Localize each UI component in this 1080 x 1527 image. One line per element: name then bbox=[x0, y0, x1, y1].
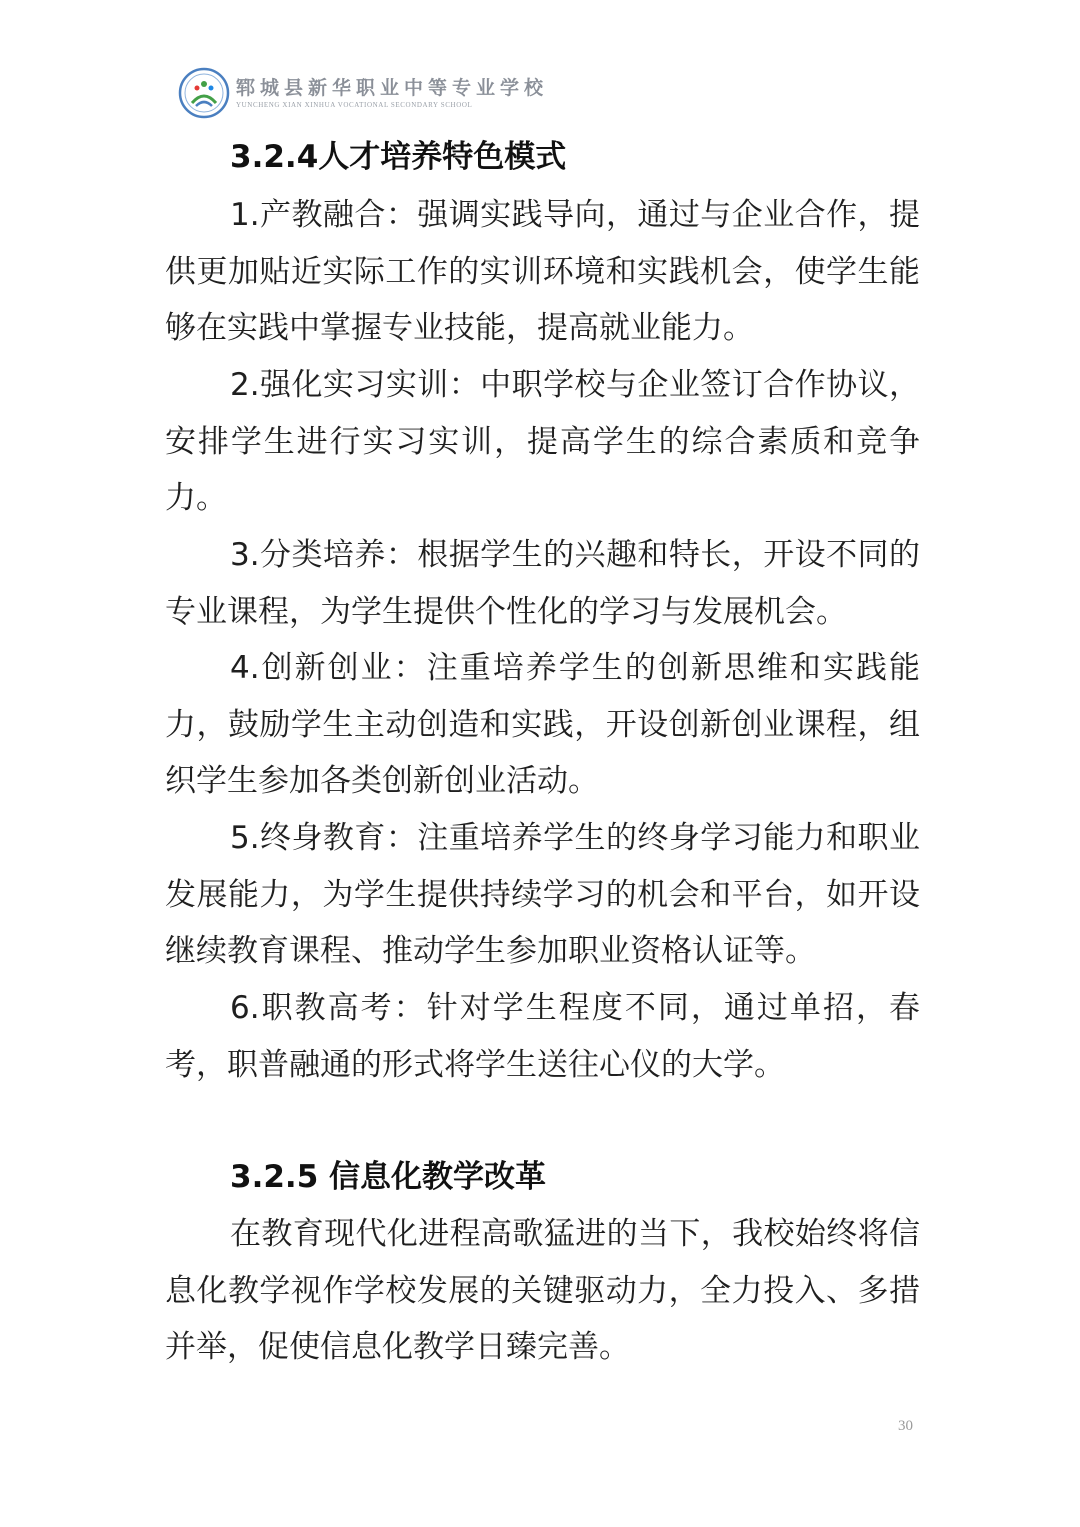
list-item-4: 4.创新创业：注重培养学生的创新思维和实践能力，鼓励学生主动创造和实践，开设创新创业课程，组织学生参加各类创新创业活动。 bbox=[165, 650, 920, 799]
page-header bbox=[178, 66, 548, 120]
list-item-1: 1.产教融合：强调实践导向，通过与企业合作，提供更加贴近实际工作的实训环境和实践机会，使学生能够在实践中掌握专业技能，提高就业能力。 bbox=[165, 197, 920, 346]
list-item-3: 3.分类培养：根据学生的兴趣和特长，开设不同的专业课程，为学生提供个性化的学习与发展机会。 bbox=[165, 537, 920, 630]
school-name-block bbox=[236, 76, 548, 110]
section-2-paragraph: 在教育现代化进程高歌猛进的当下，我校始终将信息化教学视作学校发展的关键驱动力，全力投入、多措并举，促使信息化教学日臻完善。 bbox=[165, 1216, 920, 1365]
page-number: 30 bbox=[898, 1418, 913, 1434]
school-name-en: YUNCHENG XIAN XINHUA VOCATIONAL SECONDARY SCHOOL bbox=[236, 101, 473, 109]
list-item-2: 2.强化实习实训：中职学校与企业签订合作协议，安排学生进行实习实训，提高学生的综合素质和竞争力。 bbox=[165, 367, 920, 516]
school-emblem-icon bbox=[178, 67, 230, 119]
school-name-cn: 郓城县新华职业中等专业学校 bbox=[236, 77, 549, 99]
list-item-6: 6.职教高考：针对学生程度不同，通过单招，春考，职普融通的形式将学生送往心仪的大学。 bbox=[165, 990, 920, 1083]
section-heading-3-2-5: 3.2.5 信息化教学改革 bbox=[230, 1159, 547, 1195]
section-heading-3-2-4: 3.2.4人才培养特色模式 bbox=[230, 139, 567, 175]
list-item-5: 5.终身教育：注重培养学生的终身学习能力和职业发展能力，为学生提供持续学习的机会和平台，如开设继续教育课程、推动学生参加职业资格认证等。 bbox=[165, 820, 920, 969]
